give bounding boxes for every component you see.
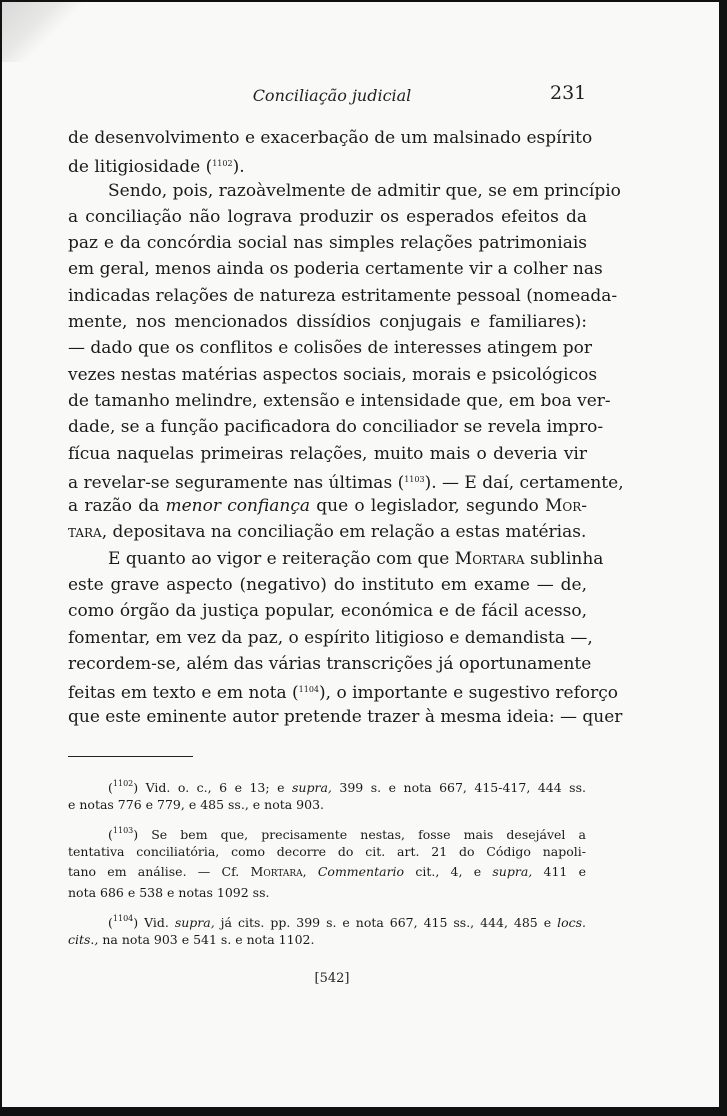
footnote-line: e notas 776 e 779, e 485 ss., e nota 903. [68, 796, 324, 812]
page-number: 231 [550, 82, 587, 104]
footnote-separator [68, 756, 193, 757]
body-line: — dado que os conflitos e colisões de interesses atingem por [68, 338, 593, 359]
body-line: em geral, menos ainda os poderia certamente vir a colher nas [68, 259, 603, 280]
footer-reference: [542] [314, 971, 350, 986]
footnote-line: tentativa conciliatória, como decorre do cit. art. 21 do Código napoli- [68, 843, 586, 859]
body-line: vezes nestas matérias aspectos sociais, morais e psicológicos [68, 364, 598, 385]
body-line: fomentar, em vez da paz, o espírito litigioso e demandista —, [68, 627, 593, 648]
body-line: tara, depositava na conciliação em relação a estas matérias. [68, 522, 587, 543]
body-text [68, 125, 624, 730]
footnote-line: nota 686 e 538 e notas 1092 ss. [68, 884, 270, 900]
running-header-title: Conciliação judicial [252, 86, 412, 105]
footnote-line: cits., na nota 903 e 541 s. e nota 1102. [68, 931, 315, 947]
body-line: recordem-se, além das várias transcrições já oportunamente [68, 653, 592, 674]
body-line: paz e da concórdia social nas simples relações patrimoniais [68, 233, 587, 254]
footnote-line: ($^{1103}$) Se bem que, precisamente nestas, fosse mais desejável a [108, 826, 586, 842]
footnote-ref: 1102 [212, 159, 233, 169]
body-line: que este eminente autor pretende trazer à mesma ideia: — quer [68, 706, 623, 727]
body-line: indicadas relações de natureza estritamente pessoal (nomeada- [68, 285, 618, 306]
body-line: de tamanho melindre, extensão e intensidade que, em boa ver- [68, 390, 611, 411]
body-line: a razão da menor confiança que o legislador, segundo Mor- [68, 496, 587, 517]
body-line: este grave aspecto (negativo) do instituto em exame — de, [68, 575, 587, 596]
body-line: de desenvolvimento e exacerbação de um malsinado espírito [68, 128, 593, 148]
body-line: a conciliação não lograva produzir os esperados efeitos da [68, 206, 587, 227]
body-line: mente, nos mencionados dissídios conjugais e familiares): [68, 312, 587, 333]
body-line: a revelar-se seguramente nas últimas ($^{1103}$). — E daí, certamente, [68, 472, 624, 493]
body-line: Sendo, pois, razoàvelmente de admitir que, se em princípio [108, 180, 621, 201]
body-line: fícua naquelas primeiras relações, muito mais o deveria vir [68, 443, 587, 464]
footnote-ref: 1103 [404, 474, 425, 484]
footnote-line: ($^{1102}$) Vid. o. c., 6 e 13; e supra, 399 s. e nota 667, 415-417, 444 ss. [108, 779, 586, 795]
footnote-line: ($^{1104}$) Vid. supra, já cits. pp. 399 s. e nota 667, 415 ss., 444, 485 e locs. [108, 914, 586, 930]
body-line: E quanto ao vigor e reiteração com que Mortara sublinha [108, 548, 604, 569]
document-page [2, 2, 719, 1107]
body-line: como órgão da justiça popular, económica e de fácil acesso, [68, 601, 587, 622]
footnote-line: tano em análise. — Cf. Mortara, Commentario cit., 4, e supra, 411 e [68, 864, 587, 879]
body-line: de litigiosidade ($^{1102}$). [68, 157, 245, 178]
page-fold-shadow [2, 2, 82, 62]
footnotes [68, 774, 586, 950]
footnote-ref: 1104 [298, 685, 320, 695]
body-line: feitas em texto e em nota ($^{1104}$), o importante e sugestivo reforço [68, 683, 619, 704]
body-line: dade, se a função pacificadora do conciliador se revela impro- [68, 417, 604, 438]
